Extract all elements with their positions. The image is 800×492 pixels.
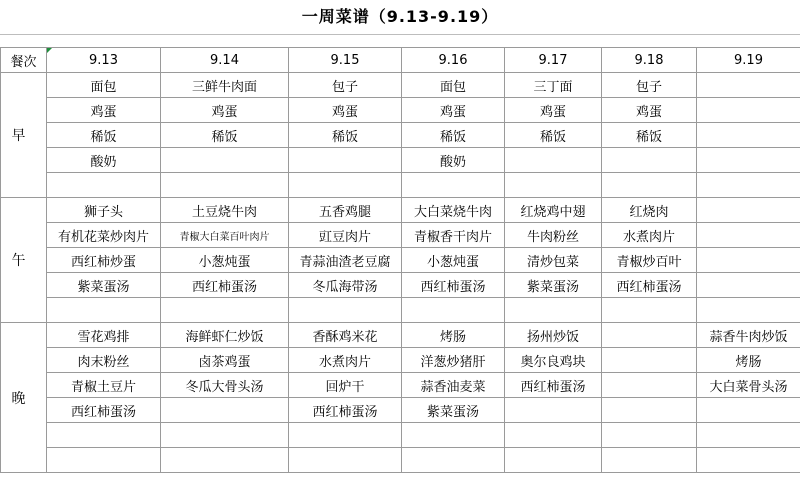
dish-cell[interactable]: [289, 448, 402, 473]
table-row: [1, 123, 800, 148]
dish-cell[interactable]: 稀饭: [402, 123, 505, 148]
table-row: [1, 273, 800, 298]
dish-cell[interactable]: 扬州炒饭: [505, 323, 602, 348]
dish-cell[interactable]: [402, 423, 505, 448]
dish-cell[interactable]: [161, 398, 289, 423]
dish-cell[interactable]: [289, 423, 402, 448]
dish-cell[interactable]: [697, 248, 800, 273]
table-row: [1, 223, 800, 248]
dish-cell[interactable]: [161, 148, 289, 173]
dish-cell[interactable]: [697, 223, 800, 248]
dish-cell[interactable]: [697, 448, 800, 473]
dish-cell[interactable]: 酸奶: [402, 148, 505, 173]
header-row: [1, 48, 800, 73]
dish-cell[interactable]: 西红柿蛋汤: [402, 273, 505, 298]
dish-cell[interactable]: [602, 173, 697, 198]
dish-cell[interactable]: [697, 98, 800, 123]
day-header-cell[interactable]: 9.17: [505, 48, 602, 73]
dish-cell[interactable]: 西红柿蛋汤: [289, 398, 402, 423]
dish-cell[interactable]: [697, 173, 800, 198]
dish-cell[interactable]: [161, 298, 289, 323]
dish-cell[interactable]: 大白菜烧牛肉: [402, 198, 505, 223]
dish-cell[interactable]: 水煮肉片: [602, 223, 697, 248]
dish-cell[interactable]: 大白菜骨头汤: [697, 373, 800, 398]
day-header-cell[interactable]: 9.19: [697, 48, 800, 73]
dish-cell[interactable]: 面包: [402, 73, 505, 98]
dish-cell[interactable]: 冬瓜大骨头汤: [161, 373, 289, 398]
dish-cell[interactable]: 洋葱炒猪肝: [402, 348, 505, 373]
dish-cell[interactable]: [697, 398, 800, 423]
dish-cell[interactable]: 西红柿炒蛋: [47, 248, 161, 273]
cell-note-marker-icon: [47, 48, 52, 53]
dish-cell[interactable]: 小葱炖蛋: [402, 248, 505, 273]
dish-cell[interactable]: 清炒包菜: [505, 248, 602, 273]
meal-label-cell[interactable]: 午: [1, 198, 47, 323]
dish-cell[interactable]: [697, 423, 800, 448]
dish-cell[interactable]: 西红柿蛋汤: [161, 273, 289, 298]
dish-cell[interactable]: [602, 323, 697, 348]
dish-cell[interactable]: 紫菜蛋汤: [505, 273, 602, 298]
dish-cell[interactable]: [505, 173, 602, 198]
dish-cell[interactable]: [505, 298, 602, 323]
dish-cell[interactable]: 红烧肉: [602, 198, 697, 223]
dish-cell[interactable]: 牛肉粉丝: [505, 223, 602, 248]
dish-cell[interactable]: [697, 198, 800, 223]
dish-cell[interactable]: [289, 148, 402, 173]
dish-cell[interactable]: [602, 398, 697, 423]
dish-cell[interactable]: 稀饭: [161, 123, 289, 148]
meal-label-cell[interactable]: 早: [1, 73, 47, 198]
dish-cell[interactable]: [505, 148, 602, 173]
table-row: [1, 98, 800, 123]
dish-cell[interactable]: 三丁面: [505, 73, 602, 98]
dish-cell[interactable]: 奥尔良鸡块: [505, 348, 602, 373]
dish-cell[interactable]: [697, 148, 800, 173]
dish-cell[interactable]: 烤肠: [697, 348, 800, 373]
dish-cell[interactable]: [697, 123, 800, 148]
dish-cell[interactable]: 土豆烧牛肉: [161, 198, 289, 223]
menu-table-body: [1, 48, 800, 473]
dish-cell[interactable]: 狮子头: [47, 198, 161, 223]
dish-cell[interactable]: 香酥鸡米花: [289, 323, 402, 348]
meal-header-cell[interactable]: 餐次: [1, 48, 47, 73]
dish-cell[interactable]: 西红柿蛋汤: [602, 273, 697, 298]
dish-cell[interactable]: 包子: [289, 73, 402, 98]
dish-cell[interactable]: 包子: [602, 73, 697, 98]
day-header-cell[interactable]: 9.15: [289, 48, 402, 73]
dish-cell[interactable]: 烤肠: [402, 323, 505, 348]
dish-cell[interactable]: [161, 423, 289, 448]
dish-cell[interactable]: [697, 73, 800, 98]
dish-cell[interactable]: 小葱炖蛋: [161, 248, 289, 273]
dish-cell[interactable]: [402, 173, 505, 198]
table-row: [1, 423, 800, 448]
dish-cell[interactable]: [47, 423, 161, 448]
dish-cell[interactable]: 稀饭: [602, 123, 697, 148]
dish-cell[interactable]: [505, 448, 602, 473]
dish-cell[interactable]: 三鲜牛肉面: [161, 73, 289, 98]
table-row: [1, 348, 800, 373]
day-header-cell[interactable]: 9.18: [602, 48, 697, 73]
table-row: [1, 73, 800, 98]
table-row: [1, 248, 800, 273]
dish-cell[interactable]: 海鲜虾仁炒饭: [161, 323, 289, 348]
dish-cell[interactable]: 冬瓜海带汤: [289, 273, 402, 298]
dish-cell[interactable]: 鸡蛋: [505, 98, 602, 123]
dish-cell[interactable]: 西红柿蛋汤: [47, 398, 161, 423]
dish-cell[interactable]: 豇豆肉片: [289, 223, 402, 248]
dish-cell[interactable]: [602, 448, 697, 473]
table-row: [1, 373, 800, 398]
dish-cell[interactable]: 稀饭: [289, 123, 402, 148]
dish-cell[interactable]: 鸡蛋: [47, 98, 161, 123]
dish-cell[interactable]: [289, 173, 402, 198]
dish-cell[interactable]: 稀饭: [505, 123, 602, 148]
dish-cell[interactable]: 青椒大白菜百叶肉片: [161, 223, 289, 248]
dish-cell[interactable]: [47, 173, 161, 198]
dish-cell[interactable]: 青椒香干肉片: [402, 223, 505, 248]
dish-cell[interactable]: 鸡蛋: [289, 98, 402, 123]
dish-cell[interactable]: [402, 448, 505, 473]
dish-cell[interactable]: 面包: [47, 73, 161, 98]
dish-cell[interactable]: 鸡蛋: [602, 98, 697, 123]
dish-cell[interactable]: 紫菜蛋汤: [402, 398, 505, 423]
dish-cell[interactable]: [602, 423, 697, 448]
dish-cell[interactable]: [505, 423, 602, 448]
table-row: [1, 148, 800, 173]
dish-cell[interactable]: 蒜香油麦菜: [402, 373, 505, 398]
dish-cell[interactable]: 西红柿蛋汤: [505, 373, 602, 398]
dish-cell[interactable]: 鸡蛋: [161, 98, 289, 123]
dish-cell[interactable]: 水煮肉片: [289, 348, 402, 373]
dish-cell[interactable]: 鸡蛋: [402, 98, 505, 123]
dish-cell[interactable]: [161, 173, 289, 198]
dish-cell[interactable]: [602, 148, 697, 173]
day-header-cell[interactable]: 9.13: [47, 48, 161, 73]
dish-cell[interactable]: [602, 373, 697, 398]
dish-cell[interactable]: [47, 448, 161, 473]
dish-cell[interactable]: [289, 298, 402, 323]
dish-cell[interactable]: 青蒜油渣老豆腐: [289, 248, 402, 273]
dish-cell[interactable]: 酸奶: [47, 148, 161, 173]
dish-cell[interactable]: [47, 298, 161, 323]
dish-cell[interactable]: 青椒土豆片: [47, 373, 161, 398]
dish-cell[interactable]: 回炉干: [289, 373, 402, 398]
dish-cell[interactable]: [161, 448, 289, 473]
dish-cell[interactable]: 有机花菜炒肉片: [47, 223, 161, 248]
table-row: [1, 323, 800, 348]
dish-cell[interactable]: [697, 273, 800, 298]
dish-cell[interactable]: 五香鸡腿: [289, 198, 402, 223]
table-row: [1, 198, 800, 223]
table-row: [1, 448, 800, 473]
table-row: [1, 173, 800, 198]
menu-table: [0, 47, 800, 473]
dish-cell[interactable]: [505, 398, 602, 423]
day-header-cell[interactable]: 9.14: [161, 48, 289, 73]
page-title: 一周菜谱（9.13-9.19）: [301, 7, 499, 26]
dish-cell[interactable]: [602, 348, 697, 373]
dish-cell[interactable]: [602, 298, 697, 323]
dish-cell[interactable]: [697, 298, 800, 323]
dish-cell[interactable]: 肉末粉丝: [47, 348, 161, 373]
table-row: [1, 398, 800, 423]
table-row: [1, 298, 800, 323]
day-header-cell[interactable]: 9.16: [402, 48, 505, 73]
dish-cell[interactable]: 卤茶鸡蛋: [161, 348, 289, 373]
dish-cell[interactable]: 青椒炒百叶: [602, 248, 697, 273]
dish-cell[interactable]: [402, 298, 505, 323]
dish-cell[interactable]: 稀饭: [47, 123, 161, 148]
dish-cell[interactable]: 红烧鸡中翅: [505, 198, 602, 223]
dish-cell[interactable]: 蒜香牛肉炒饭: [697, 323, 800, 348]
dish-cell[interactable]: 雪花鸡排: [47, 323, 161, 348]
meal-label-cell[interactable]: 晚: [1, 323, 47, 473]
dish-cell[interactable]: 紫菜蛋汤: [47, 273, 161, 298]
title-divider: [0, 34, 800, 35]
